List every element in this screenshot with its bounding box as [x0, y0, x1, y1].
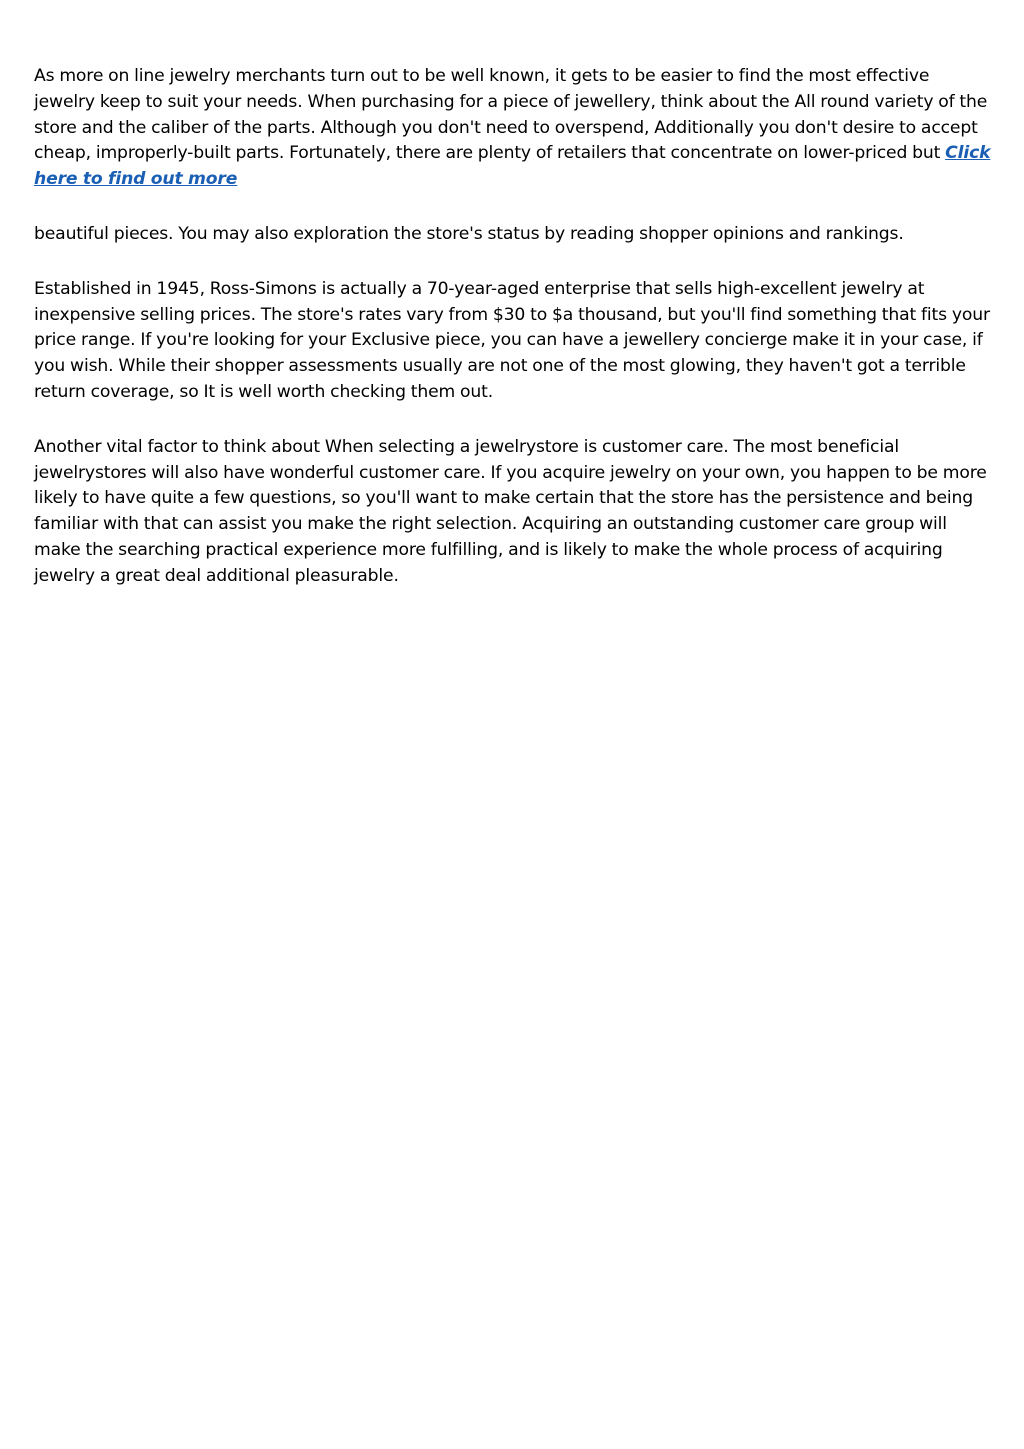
find-out-more-link[interactable]: Click here to find out more: [34, 143, 991, 190]
paragraph-intro-text: As more on line jewelry merchants turn out to be well known, it gets to be easier to find the most effective jewelry keep to suit your needs. When purchasing for a piece of jewellery, think about the All round variety of the store and the caliber of the parts. Although you don't need to overspend, Additionally you don't desire to accept cheap, improperly-built parts. Fortunately, there are plenty of retailers that concentrate on lower-priced but: [34, 66, 988, 164]
document-page: [34, 64, 992, 619]
paragraph-store-status: beautiful pieces. You may also exploration the store's status by reading shopper opinions and rankings.: [34, 223, 904, 244]
paragraph-customer-care: Another vital factor to think about When selecting a jewelrystore is customer care. The most beneficial jewelrystores will also have wonderful customer care. If you acquire jewelry on your own, you happen to be more likely to have quite a few questions, so you'll want to make certain that the store has the persistence and being familiar with that can assist you make the right selection. Acquiring an outstanding customer care group will make the searching practical experience more fulfilling, and is likely to make the whole process of acquiring jewelry a great deal additional pleasurable.: [34, 436, 987, 586]
paragraph-ross-simons: Established in 1945, Ross-Simons is actually a 70-year-aged enterprise that sells high-excellent jewelry at inexpensive selling prices. The store's rates vary from $30 to $a thousand, but you'll find something that fits your price range. If you're looking for your Exclusive piece, you can have a jewellery concierge make it in your case, if you wish. While their shopper assessments usually are not one of the most glowing, they haven't got a terrible return coverage, so It is well worth checking them out.: [34, 278, 990, 402]
paragraph-intro: [34, 64, 992, 193]
